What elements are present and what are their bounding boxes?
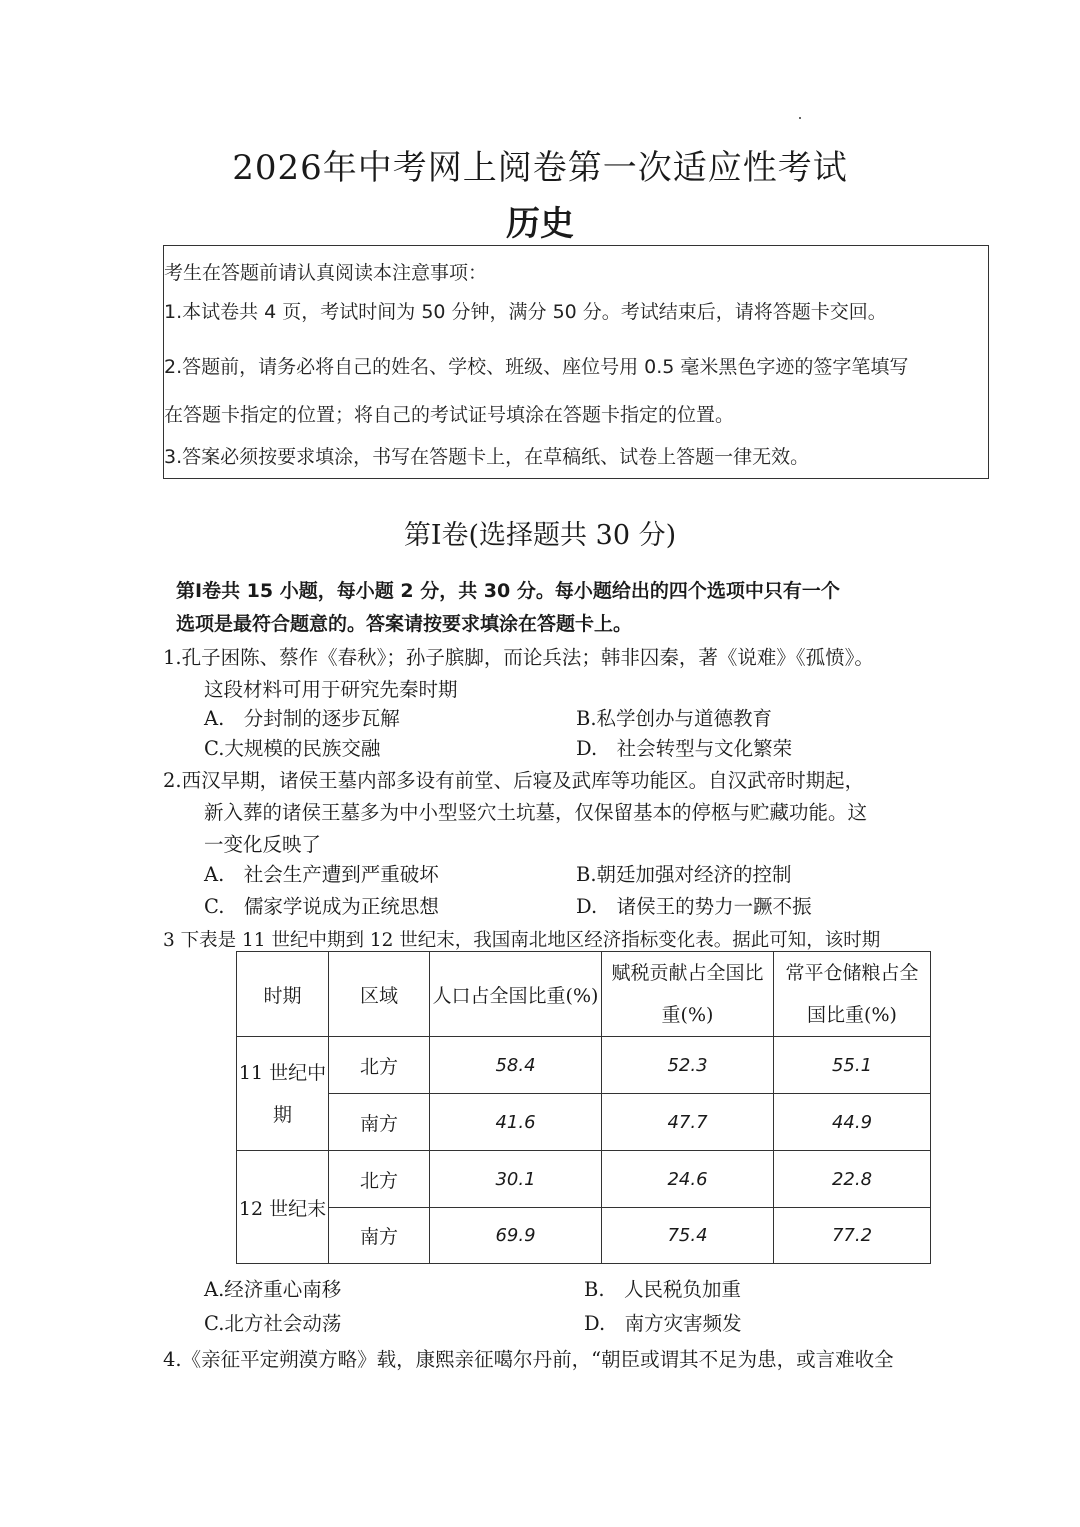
- table-row: [237, 1151, 931, 1208]
- economic-indicator-table: [236, 951, 931, 1264]
- region-cell: 南方: [329, 1094, 430, 1151]
- header-grain-line-2: 国比重(%): [807, 1004, 897, 1026]
- region-cell: 北方: [329, 1037, 430, 1094]
- q4-stem-line-1: 4.《亲征平定朔漠方略》载，康熙亲征噶尔丹前，“朝臣或谓其不足为患，或言难收全: [163, 1348, 894, 1371]
- table-cell: 41.6: [430, 1094, 602, 1151]
- table-cell: 30.1: [430, 1151, 602, 1208]
- q2-stem-line-1: 2.西汉早期，诸侯王墓内部多设有前堂、后寝及武库等功能区。自汉武帝时期起，: [163, 769, 865, 792]
- q1-option-d: D. 社会转型与文化繁荣: [576, 737, 793, 760]
- q2-option-b: B.朝廷加强对经济的控制: [576, 863, 792, 886]
- q1-stem-line-2: 这段材料可用于研究先秦时期: [204, 678, 458, 701]
- table-row: [237, 1208, 931, 1264]
- table-cell: 24.6: [602, 1151, 774, 1208]
- q2-option-a: A. 社会生产遭到严重破坏: [204, 863, 439, 886]
- period-cell-2: 12 世纪末: [237, 1151, 329, 1264]
- q1-stem-line-1: 1.孔子困陈、蔡作《春秋》；孙子膑脚，而论兵法；韩非囚秦，著《说难》《孤愤》。: [163, 646, 874, 669]
- q3-option-d: D. 南方灾害频发: [584, 1312, 742, 1335]
- q1-option-b: B.私学创办与道德教育: [576, 707, 773, 730]
- header-tax: [602, 952, 774, 1037]
- table-cell: 55.1: [774, 1037, 931, 1094]
- table-cell: 47.7: [602, 1094, 774, 1151]
- table-cell: 22.8: [774, 1151, 931, 1208]
- q1-option-a: A. 分封制的逐步瓦解: [204, 707, 400, 730]
- q3-stem-line-1: 3 下表是 11 世纪中期到 12 世纪末，我国南北地区经济指标变化表。据此可知，该时期: [163, 930, 881, 951]
- header-period: 时期: [237, 952, 329, 1037]
- region-cell: 北方: [329, 1151, 430, 1208]
- header-tax-line-1: 赋税贡献占全国比: [611, 962, 764, 984]
- region-cell: 南方: [329, 1208, 430, 1264]
- period-1-line-2: 期: [272, 1103, 292, 1126]
- notice-box: [163, 245, 989, 479]
- notice-item-2-line-1: 2.答题前，请务必将自己的姓名、学校、班级、座位号用 0.5 毫米黑色字迹的签字笔填写: [164, 356, 909, 378]
- header-region: 区域: [329, 952, 430, 1037]
- q2-stem-line-3: 一变化反映了: [204, 833, 322, 856]
- table-row: [237, 1037, 931, 1094]
- header-tax-line-2: 重(%): [661, 1004, 714, 1026]
- q1-option-c: C.大规模的民族交融: [204, 737, 381, 760]
- subject-title: 历史: [506, 204, 574, 244]
- notice-item-2-line-2: 在答题卡指定的位置；将自己的考试证号填涂在答题卡指定的位置。: [164, 404, 735, 426]
- table-cell: 52.3: [602, 1037, 774, 1094]
- table-cell: 69.9: [430, 1208, 602, 1264]
- q2-option-c: C. 儒家学说成为正统思想: [204, 895, 439, 918]
- table-cell: 44.9: [774, 1094, 931, 1151]
- exam-title: 2026年中考网上阅卷第一次适应性考试: [232, 148, 848, 188]
- table-cell: 58.4: [430, 1037, 602, 1094]
- header-grain-line-1: 常平仓储粮占全: [785, 962, 919, 984]
- period-1-line-1: 11 世纪中: [238, 1061, 327, 1084]
- table-cell: 77.2: [774, 1208, 931, 1264]
- section-instruction-line-1: 第Ⅰ卷共 15 小题，每小题 2 分，共 30 分。每小题给出的四个选项中只有一个: [176, 580, 840, 602]
- q3-option-b: B. 人民税负加重: [584, 1278, 742, 1301]
- section-title: 第Ⅰ卷(选择题共 30 分): [403, 520, 677, 551]
- q3-option-c: C.北方社会动荡: [204, 1312, 342, 1335]
- section-instruction-line-2: 选项是最符合题意的。答案请按要求填涂在答题卡上。: [176, 613, 633, 635]
- table-header-row: [237, 952, 931, 1037]
- speck-mark: [799, 117, 801, 119]
- table-row: [237, 1094, 931, 1151]
- notice-item-3: 3.答案必须按要求填涂，书写在答题卡上，在草稿纸、试卷上答题一律无效。: [164, 446, 810, 468]
- table-cell: 75.4: [602, 1208, 774, 1264]
- period-cell-1: [237, 1037, 329, 1151]
- notice-heading: 考生在答题前请认真阅读本注意事项：: [164, 262, 488, 284]
- notice-item-1: 1.本试卷共 4 页，考试时间为 50 分钟，满分 50 分。考试结束后，请将答题卡交回。: [164, 301, 887, 323]
- header-population: 人口占全国比重(%): [430, 952, 602, 1037]
- q3-option-a: A.经济重心南移: [204, 1278, 342, 1301]
- header-grain: [774, 952, 931, 1037]
- q2-stem-line-2: 新入葬的诸侯王墓多为中小型竖穴土坑墓，仅保留基本的停柩与贮藏功能。这: [204, 801, 868, 824]
- q2-option-d: D. 诸侯王的势力一蹶不振: [576, 895, 812, 918]
